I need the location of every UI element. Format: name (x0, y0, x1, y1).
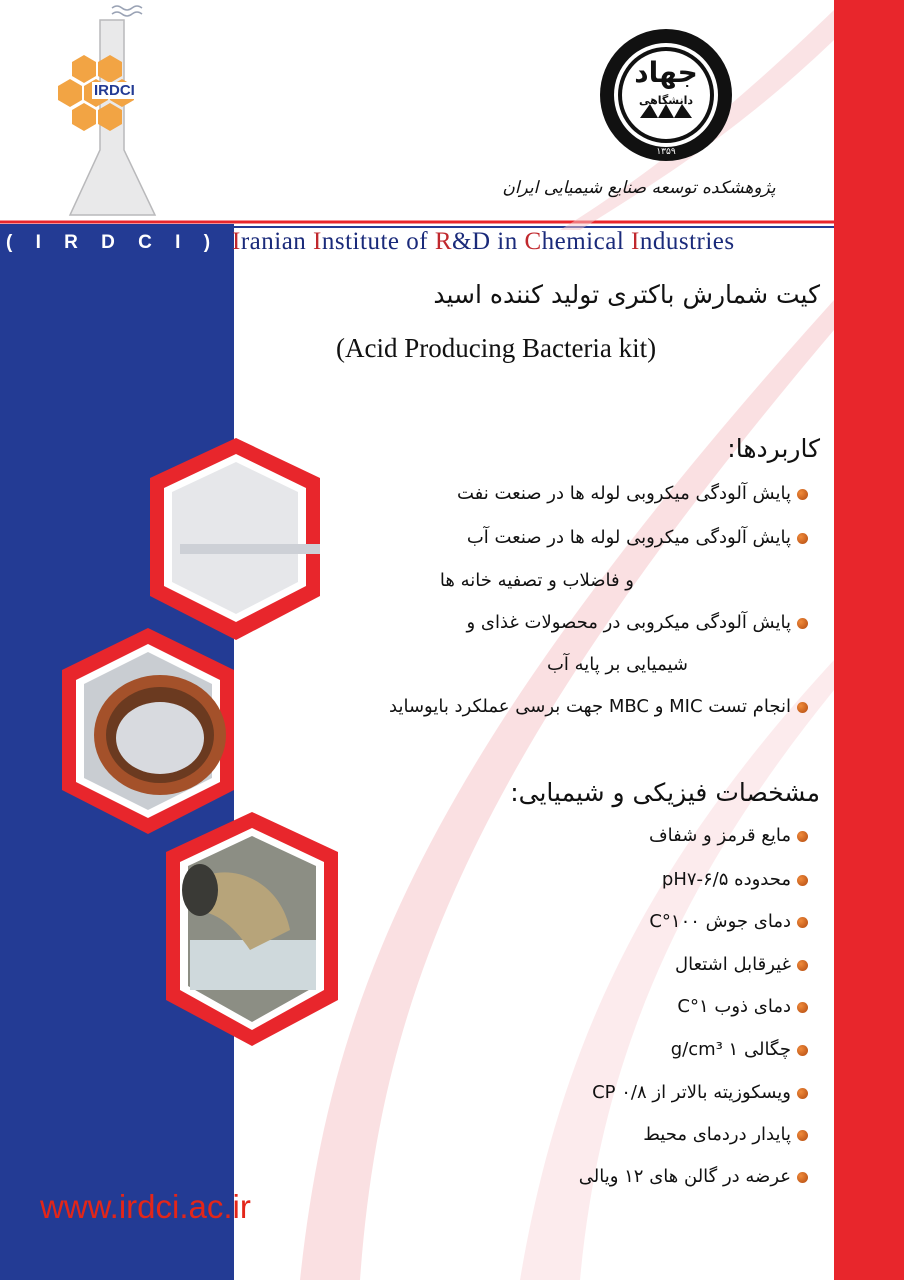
pipe-icon (94, 675, 226, 795)
bullet-icon (797, 1172, 808, 1183)
bullet-icon (797, 917, 808, 928)
bullet-icon (797, 1088, 808, 1099)
website-url[interactable]: www.irdci.ac.ir (40, 1188, 251, 1225)
list-item: دمای ذوب C°۱ (677, 996, 808, 1017)
list-item-continuation: شیمیایی بر پایه آب (546, 654, 688, 675)
flask-hexagons-icon (58, 6, 155, 215)
jahad-logo-year: ۱۳۵۹ (656, 147, 676, 157)
applications-heading: کاربردها: (727, 434, 820, 463)
list-item: غیرقابل اشتعال (675, 954, 808, 975)
list-item: ویسکوزیته بالاتر از CP ۰/۸ (592, 1082, 808, 1103)
corroded-pipe-photo (62, 628, 234, 834)
list-item: پایدار دردمای محیط (643, 1124, 808, 1145)
list-item: پایش آلودگی میکروبی لوله ها در صنعت آب (467, 527, 808, 548)
list-item: پایش آلودگی میکروبی در محصولات غذای و (466, 612, 808, 633)
list-item: مایع قرمز و شفاف (649, 825, 808, 846)
list-item: عرضه در گالن های ۱۲ ویالی (579, 1166, 808, 1187)
list-item: دمای جوش C°۱۰۰ (649, 911, 808, 932)
institute-name-persian: پژوهشکده توسعه صنایع شیمیایی ایران (502, 178, 776, 198)
bullet-icon (797, 489, 808, 500)
list-item: پایش آلودگی میکروبی لوله ها در صنعت نفت (457, 483, 808, 504)
institute-name-english: Iranian Institute of R&D in Chemical Industries (232, 228, 735, 255)
bullet-icon (797, 702, 808, 713)
bullet-icon (797, 1130, 808, 1141)
irdci-abbreviation: ( I R D C I ) (6, 232, 220, 253)
vials-icon (180, 544, 320, 554)
product-title-persian: کیت شمارش باکتری تولید کننده اسید (433, 280, 820, 309)
bullet-icon (797, 960, 808, 971)
bullet-icon (797, 875, 808, 886)
list-item-continuation: و فاضلاب و تصفیه خانه ها (439, 570, 634, 591)
wastewater-outflow-photo (166, 812, 338, 1046)
specs-heading: مشخصات فیزیکی و شیمیایی: (510, 778, 820, 807)
red-side-stripe (834, 0, 904, 1280)
bullet-icon (797, 618, 808, 629)
jahad-logo-text: جهاد (634, 56, 698, 89)
bullet-icon (797, 1045, 808, 1056)
bullet-icon (797, 533, 808, 544)
product-title-english: (Acid Producing Bacteria kit) (336, 333, 657, 363)
jahad-logo-subtext: دانشگاهی (638, 94, 694, 107)
irdci-logo-text: IRDCI (94, 82, 135, 99)
list-item: محدوده pH۷-۶/۵ (662, 869, 808, 890)
list-item: چگالی g/cm³ ۱ (671, 1039, 808, 1060)
bullet-icon (797, 1002, 808, 1013)
list-item: انجام تست MIC و MBC جهت برسی عملکرد بایوساید (389, 696, 808, 717)
bullet-icon (797, 831, 808, 842)
